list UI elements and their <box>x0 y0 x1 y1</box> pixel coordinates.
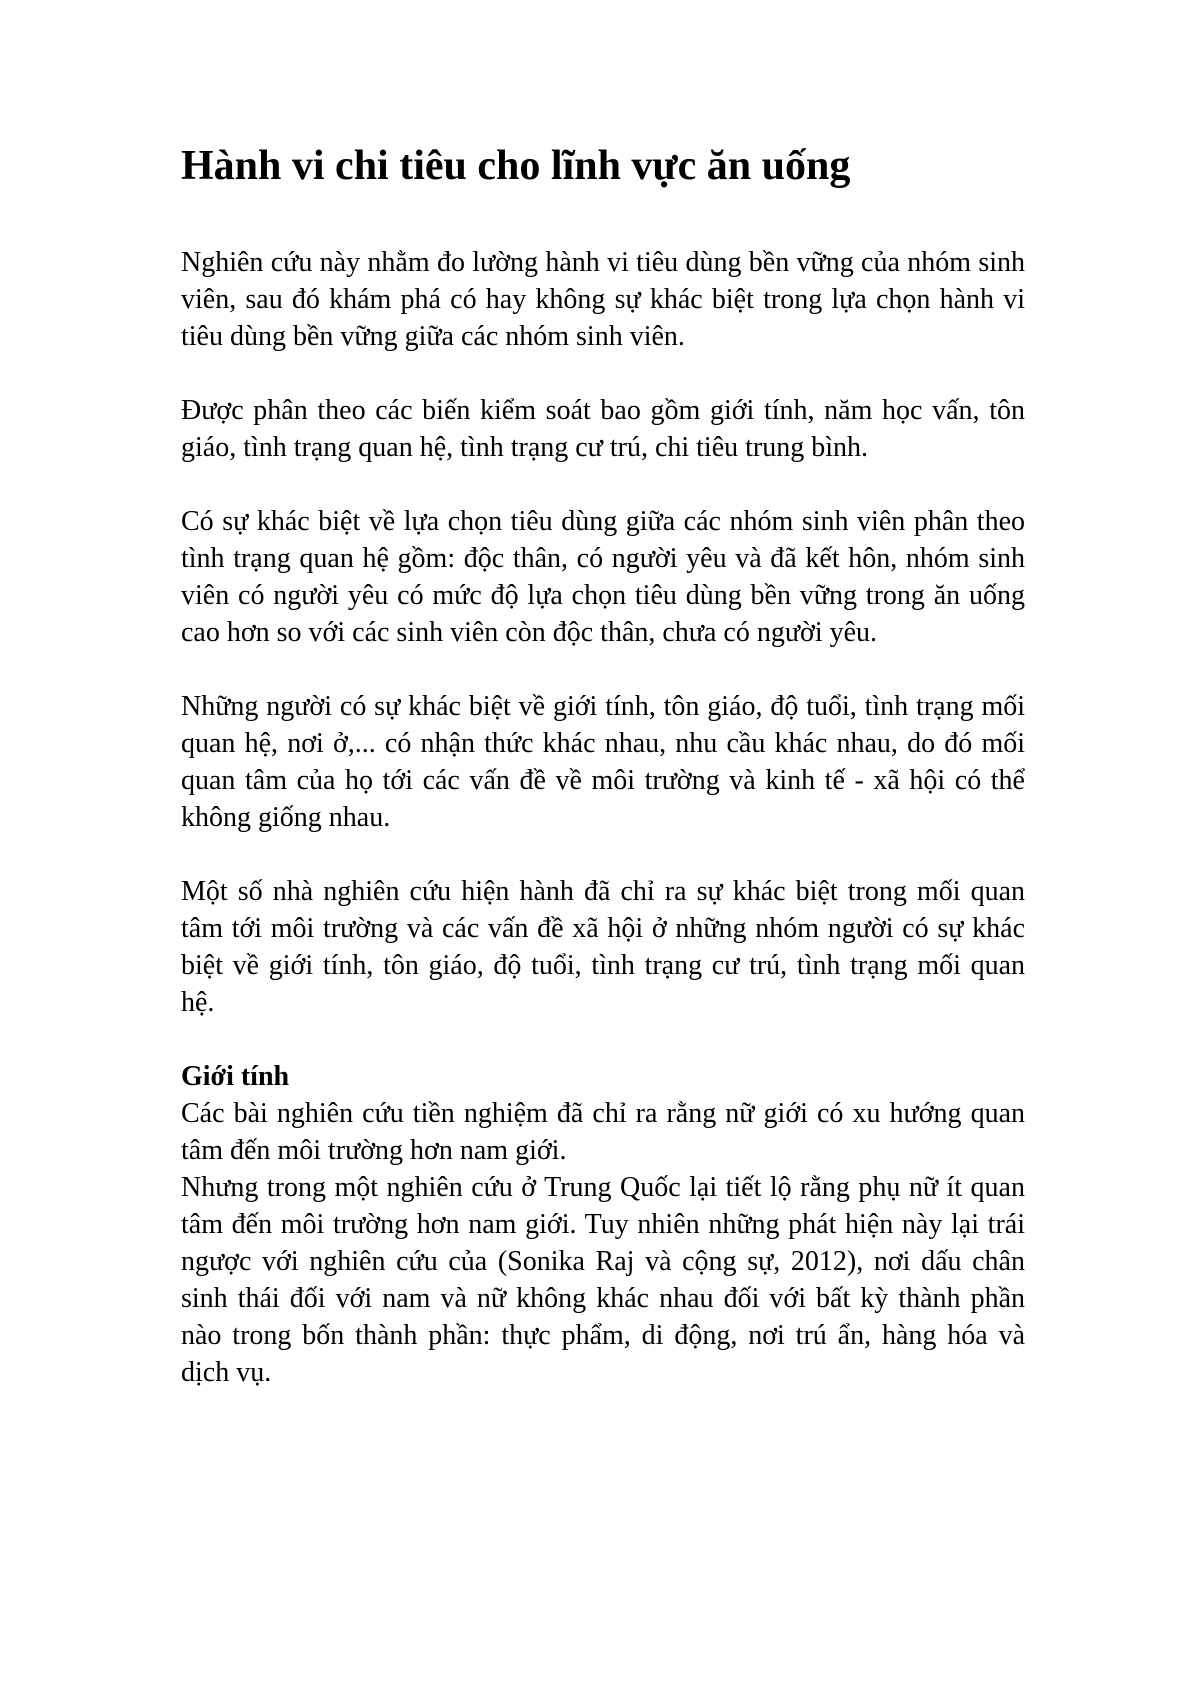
paragraph-5: Một số nhà nghiên cứu hiện hành đã chỉ ra sự khác biệt trong mối quan tâm tới môi trường và các vấn đề xã hội ở những nhóm người có sự khác biệt về giới tính, tôn giáo, độ tuổi, tình trạng cư trú, tình trạng mối quan hệ. <box>181 876 1025 1018</box>
document-title: Hành vi chi tiêu cho lĩnh vực ăn uống <box>181 143 851 189</box>
document-body <box>181 140 1025 1391</box>
section-paragraph-2: Nhưng trong một nghiên cứu ở Trung Quốc lại tiết lộ rằng phụ nữ ít quan tâm đến môi trường hơn nam giới. Tuy nhiên những phát hiện này lại trái ngược với nghiên cứu của (Sonika Raj và cộng sự, 2012), nơi dấu chân sinh thái đối với nam và nữ không khác nhau đối với bất kỳ thành phần nào trong bốn thành phần: thực phẩm, di động, nơi trú ẩn, hàng hóa và dịch vụ. <box>181 1172 1025 1388</box>
paragraph-3: Có sự khác biệt về lựa chọn tiêu dùng giữa các nhóm sinh viên phân theo tình trạng quan hệ gồm: độc thân, có người yêu và đã kết hôn, nhóm sinh viên có người yêu có mức độ lựa chọn tiêu dùng bền vững trong ăn uống cao hơn so với các sinh viên còn độc thân, chưa có người yêu. <box>181 506 1025 648</box>
section-gender <box>181 1058 1025 1391</box>
paragraph-4: Những người có sự khác biệt về giới tính, tôn giáo, độ tuổi, tình trạng mối quan hệ, nơi ở,... có nhận thức khác nhau, nhu cầu khác nhau, do đó mối quan tâm của họ tới các vấn đề về môi trường và kinh tế - xã hội có thể không giống nhau. <box>181 691 1025 833</box>
section-paragraph-1: Các bài nghiên cứu tiền nghiệm đã chỉ ra rằng nữ giới có xu hướng quan tâm đến môi trường hơn nam giới. <box>181 1098 1025 1166</box>
paragraph-2: Được phân theo các biến kiểm soát bao gồm giới tính, năm học vấn, tôn giáo, tình trạng quan hệ, tình trạng cư trú, chi tiêu trung bình. <box>181 395 1025 463</box>
paragraph-1: Nghiên cứu này nhằm đo lường hành vi tiêu dùng bền vững của nhóm sinh viên, sau đó khám phá có hay không sự khác biệt trong lựa chọn hành vi tiêu dùng bền vững giữa các nhóm sinh viên. <box>181 247 1025 352</box>
section-heading: Giới tính <box>181 1061 290 1092</box>
